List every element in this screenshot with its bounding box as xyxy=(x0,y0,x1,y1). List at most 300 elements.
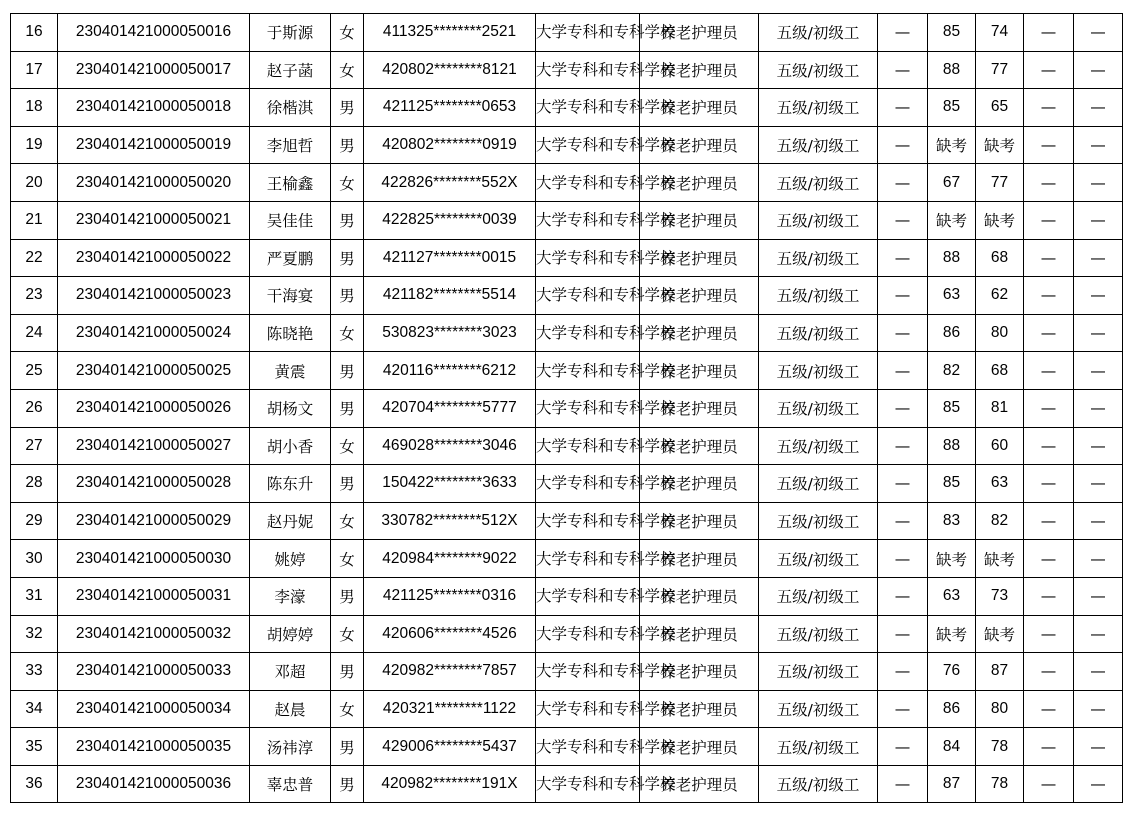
id-number-cell: 420984********9022 xyxy=(364,540,536,578)
id-number-cell: 420321********1122 xyxy=(364,690,536,728)
education-cell xyxy=(536,89,676,127)
id-number-cell: 420982********7857 xyxy=(364,653,536,691)
blank-dash-cell: — xyxy=(1024,502,1074,540)
blank-dash-cell: — xyxy=(1024,89,1074,127)
exam-number-cell: 230401421000050035 xyxy=(58,728,250,766)
gender-cell: 男 xyxy=(331,577,364,615)
theory-score-cell: 67 xyxy=(928,164,976,202)
blank-dash-cell: — xyxy=(1074,314,1123,352)
education-text: 大学专科和专科学校 xyxy=(536,699,676,718)
gender-cell: 女 xyxy=(331,427,364,465)
practical-score-cell: 78 xyxy=(976,728,1024,766)
education-text: 大学专科和专科学校 xyxy=(536,136,676,155)
education-text: 大学专科和专科学校 xyxy=(536,286,676,305)
blank-dash-cell: — xyxy=(1024,577,1074,615)
table-row xyxy=(11,201,1123,239)
education-cell xyxy=(536,540,676,578)
table-row xyxy=(11,728,1123,766)
level-cell: 五级/初级工 xyxy=(759,577,878,615)
gender-cell: 女 xyxy=(331,14,364,52)
seq-cell: 24 xyxy=(11,314,58,352)
exam-number-cell: 230401421000050031 xyxy=(58,577,250,615)
blank-dash-cell: — xyxy=(1024,690,1074,728)
id-number-cell: 530823********3023 xyxy=(364,314,536,352)
blank-dash-cell: — xyxy=(1024,653,1074,691)
education-cell xyxy=(536,14,676,52)
practical-score-cell: 77 xyxy=(976,164,1024,202)
education-text: 大学专科和专科学校 xyxy=(536,737,676,756)
education-text: 大学专科和专科学校 xyxy=(536,211,676,230)
table-row xyxy=(11,615,1123,653)
theory-score-cell: 88 xyxy=(928,427,976,465)
table-body xyxy=(11,14,1123,803)
name-cell: 邓超 xyxy=(250,653,331,691)
gender-cell: 女 xyxy=(331,502,364,540)
id-number-cell: 429006********5437 xyxy=(364,728,536,766)
practical-score-cell: 68 xyxy=(976,239,1024,277)
id-number-cell: 330782********512X xyxy=(364,502,536,540)
practical-score-cell: 缺考 xyxy=(976,126,1024,164)
gender-cell: 女 xyxy=(331,314,364,352)
education-text: 大学专科和专科学校 xyxy=(536,624,676,643)
occupation-cell: 养老护理员 xyxy=(640,427,759,465)
table-row xyxy=(11,427,1123,465)
blank-dash-cell: — xyxy=(1024,352,1074,390)
table-row xyxy=(11,465,1123,503)
seq-cell: 19 xyxy=(11,126,58,164)
education-text: 大学专科和专科学校 xyxy=(536,23,676,42)
education-cell xyxy=(536,389,676,427)
level-cell: 五级/初级工 xyxy=(759,352,878,390)
level-cell: 五级/初级工 xyxy=(759,653,878,691)
practical-score-cell: 78 xyxy=(976,765,1024,803)
theory-score-cell: 88 xyxy=(928,239,976,277)
exam-number-cell: 230401421000050018 xyxy=(58,89,250,127)
blank-dash-cell: — xyxy=(1024,314,1074,352)
practical-score-cell: 65 xyxy=(976,89,1024,127)
blank-dash-cell: — xyxy=(1074,427,1123,465)
education-cell xyxy=(536,164,676,202)
blank-dash-cell: — xyxy=(1074,164,1123,202)
gender-cell: 女 xyxy=(331,540,364,578)
theory-score-cell: 85 xyxy=(928,89,976,127)
table-row xyxy=(11,653,1123,691)
practical-score-cell: 68 xyxy=(976,352,1024,390)
level-cell: 五级/初级工 xyxy=(759,427,878,465)
theory-score-cell: 63 xyxy=(928,577,976,615)
name-cell: 王榆鑫 xyxy=(250,164,331,202)
blank-dash-cell: — xyxy=(878,465,928,503)
practical-score-cell: 77 xyxy=(976,51,1024,89)
id-number-cell: 420802********0919 xyxy=(364,126,536,164)
education-text: 大学专科和专科学校 xyxy=(536,436,676,455)
occupation-cell: 养老护理员 xyxy=(640,389,759,427)
practical-score-cell: 62 xyxy=(976,277,1024,315)
blank-dash-cell: — xyxy=(1024,277,1074,315)
exam-results-table xyxy=(10,13,1123,803)
level-cell: 五级/初级工 xyxy=(759,51,878,89)
blank-dash-cell: — xyxy=(1074,728,1123,766)
blank-dash-cell: — xyxy=(878,728,928,766)
level-cell: 五级/初级工 xyxy=(759,690,878,728)
occupation-cell: 养老护理员 xyxy=(640,690,759,728)
theory-score-cell: 83 xyxy=(928,502,976,540)
blank-dash-cell: — xyxy=(1074,540,1123,578)
theory-score-cell: 84 xyxy=(928,728,976,766)
blank-dash-cell: — xyxy=(1074,239,1123,277)
level-cell: 五级/初级工 xyxy=(759,14,878,52)
exam-number-cell: 230401421000050022 xyxy=(58,239,250,277)
blank-dash-cell: — xyxy=(1024,389,1074,427)
blank-dash-cell: — xyxy=(1074,389,1123,427)
blank-dash-cell: — xyxy=(1074,653,1123,691)
blank-dash-cell: — xyxy=(1074,577,1123,615)
blank-dash-cell: — xyxy=(1024,728,1074,766)
occupation-cell: 养老护理员 xyxy=(640,51,759,89)
name-cell: 严夏鹏 xyxy=(250,239,331,277)
seq-cell: 23 xyxy=(11,277,58,315)
blank-dash-cell: — xyxy=(1024,126,1074,164)
theory-score-cell: 缺考 xyxy=(928,615,976,653)
level-cell: 五级/初级工 xyxy=(759,277,878,315)
blank-dash-cell: — xyxy=(1074,765,1123,803)
education-cell xyxy=(536,765,676,803)
level-cell: 五级/初级工 xyxy=(759,465,878,503)
blank-dash-cell: — xyxy=(1024,540,1074,578)
theory-score-cell: 缺考 xyxy=(928,201,976,239)
blank-dash-cell: — xyxy=(1074,352,1123,390)
education-cell xyxy=(536,728,676,766)
name-cell: 黄震 xyxy=(250,352,331,390)
theory-score-cell: 85 xyxy=(928,14,976,52)
gender-cell: 女 xyxy=(331,615,364,653)
occupation-cell: 养老护理员 xyxy=(640,728,759,766)
blank-dash-cell: — xyxy=(878,164,928,202)
exam-number-cell: 230401421000050023 xyxy=(58,277,250,315)
education-text: 大学专科和专科学校 xyxy=(536,324,676,343)
name-cell: 汤祎淳 xyxy=(250,728,331,766)
id-number-cell: 421125********0316 xyxy=(364,577,536,615)
table-row xyxy=(11,239,1123,277)
seq-cell: 20 xyxy=(11,164,58,202)
practical-score-cell: 87 xyxy=(976,653,1024,691)
exam-number-cell: 230401421000050021 xyxy=(58,201,250,239)
theory-score-cell: 85 xyxy=(928,465,976,503)
gender-cell: 女 xyxy=(331,51,364,89)
blank-dash-cell: — xyxy=(878,577,928,615)
occupation-cell: 养老护理员 xyxy=(640,352,759,390)
gender-cell: 男 xyxy=(331,465,364,503)
practical-score-cell: 73 xyxy=(976,577,1024,615)
theory-score-cell: 76 xyxy=(928,653,976,691)
blank-dash-cell: — xyxy=(1024,164,1074,202)
exam-number-cell: 230401421000050019 xyxy=(58,126,250,164)
blank-dash-cell: — xyxy=(1024,615,1074,653)
id-number-cell: 420802********8121 xyxy=(364,51,536,89)
name-cell: 李旭哲 xyxy=(250,126,331,164)
practical-score-cell: 缺考 xyxy=(976,615,1024,653)
id-number-cell: 469028********3046 xyxy=(364,427,536,465)
table-row xyxy=(11,352,1123,390)
practical-score-cell: 80 xyxy=(976,690,1024,728)
education-text: 大学专科和专科学校 xyxy=(536,549,676,568)
id-number-cell: 150422********3633 xyxy=(364,465,536,503)
table-row xyxy=(11,51,1123,89)
theory-score-cell: 86 xyxy=(928,690,976,728)
level-cell: 五级/初级工 xyxy=(759,540,878,578)
blank-dash-cell: — xyxy=(1074,126,1123,164)
blank-dash-cell: — xyxy=(1074,277,1123,315)
education-text: 大学专科和专科学校 xyxy=(536,248,676,267)
id-number-cell: 422825********0039 xyxy=(364,201,536,239)
exam-number-cell: 230401421000050016 xyxy=(58,14,250,52)
name-cell: 干海宴 xyxy=(250,277,331,315)
level-cell: 五级/初级工 xyxy=(759,502,878,540)
blank-dash-cell: — xyxy=(878,653,928,691)
practical-score-cell: 63 xyxy=(976,465,1024,503)
education-cell xyxy=(536,126,676,164)
education-text: 大学专科和专科学校 xyxy=(536,512,676,531)
blank-dash-cell: — xyxy=(1074,615,1123,653)
occupation-cell: 养老护理员 xyxy=(640,540,759,578)
exam-number-cell: 230401421000050017 xyxy=(58,51,250,89)
occupation-cell: 养老护理员 xyxy=(640,277,759,315)
exam-number-cell: 230401421000050029 xyxy=(58,502,250,540)
seq-cell: 35 xyxy=(11,728,58,766)
blank-dash-cell: — xyxy=(878,201,928,239)
seq-cell: 32 xyxy=(11,615,58,653)
education-cell xyxy=(536,352,676,390)
education-cell xyxy=(536,51,676,89)
name-cell: 姚婷 xyxy=(250,540,331,578)
blank-dash-cell: — xyxy=(878,690,928,728)
practical-score-cell: 缺考 xyxy=(976,201,1024,239)
id-number-cell: 411325********2521 xyxy=(364,14,536,52)
occupation-cell: 养老护理员 xyxy=(640,765,759,803)
id-number-cell: 422826********552X xyxy=(364,164,536,202)
theory-score-cell: 缺考 xyxy=(928,540,976,578)
gender-cell: 男 xyxy=(331,352,364,390)
level-cell: 五级/初级工 xyxy=(759,389,878,427)
blank-dash-cell: — xyxy=(878,14,928,52)
theory-score-cell: 85 xyxy=(928,389,976,427)
exam-number-cell: 230401421000050033 xyxy=(58,653,250,691)
education-text: 大学专科和专科学校 xyxy=(536,399,676,418)
occupation-cell: 养老护理员 xyxy=(640,89,759,127)
seq-cell: 33 xyxy=(11,653,58,691)
gender-cell: 男 xyxy=(331,201,364,239)
gender-cell: 男 xyxy=(331,126,364,164)
seq-cell: 17 xyxy=(11,51,58,89)
exam-number-cell: 230401421000050028 xyxy=(58,465,250,503)
exam-number-cell: 230401421000050025 xyxy=(58,352,250,390)
education-text: 大学专科和专科学校 xyxy=(536,775,676,794)
table-row xyxy=(11,540,1123,578)
table-row xyxy=(11,277,1123,315)
blank-dash-cell: — xyxy=(878,239,928,277)
level-cell: 五级/初级工 xyxy=(759,314,878,352)
occupation-cell: 养老护理员 xyxy=(640,577,759,615)
id-number-cell: 421125********0653 xyxy=(364,89,536,127)
id-number-cell: 420982********191X xyxy=(364,765,536,803)
blank-dash-cell: — xyxy=(878,615,928,653)
blank-dash-cell: — xyxy=(1024,14,1074,52)
blank-dash-cell: — xyxy=(878,389,928,427)
practical-score-cell: 60 xyxy=(976,427,1024,465)
occupation-cell: 养老护理员 xyxy=(640,653,759,691)
education-cell xyxy=(536,239,676,277)
seq-cell: 27 xyxy=(11,427,58,465)
education-text: 大学专科和专科学校 xyxy=(536,587,676,606)
blank-dash-cell: — xyxy=(1024,51,1074,89)
exam-number-cell: 230401421000050036 xyxy=(58,765,250,803)
blank-dash-cell: — xyxy=(878,51,928,89)
blank-dash-cell: — xyxy=(878,277,928,315)
blank-dash-cell: — xyxy=(878,502,928,540)
seq-cell: 18 xyxy=(11,89,58,127)
table-row xyxy=(11,577,1123,615)
seq-cell: 28 xyxy=(11,465,58,503)
blank-dash-cell: — xyxy=(878,126,928,164)
level-cell: 五级/初级工 xyxy=(759,728,878,766)
blank-dash-cell: — xyxy=(878,314,928,352)
exam-number-cell: 230401421000050020 xyxy=(58,164,250,202)
table-row xyxy=(11,89,1123,127)
level-cell: 五级/初级工 xyxy=(759,239,878,277)
theory-score-cell: 88 xyxy=(928,51,976,89)
seq-cell: 36 xyxy=(11,765,58,803)
exam-number-cell: 230401421000050034 xyxy=(58,690,250,728)
name-cell: 徐楷淇 xyxy=(250,89,331,127)
education-text: 大学专科和专科学校 xyxy=(536,474,676,493)
education-text: 大学专科和专科学校 xyxy=(536,361,676,380)
gender-cell: 男 xyxy=(331,239,364,277)
occupation-cell: 养老护理员 xyxy=(640,126,759,164)
level-cell: 五级/初级工 xyxy=(759,765,878,803)
blank-dash-cell: — xyxy=(878,765,928,803)
blank-dash-cell: — xyxy=(878,352,928,390)
name-cell: 辜忠普 xyxy=(250,765,331,803)
gender-cell: 女 xyxy=(331,164,364,202)
education-cell xyxy=(536,690,676,728)
blank-dash-cell: — xyxy=(1074,502,1123,540)
education-text: 大学专科和专科学校 xyxy=(536,60,676,79)
exam-number-cell: 230401421000050027 xyxy=(58,427,250,465)
blank-dash-cell: — xyxy=(1024,427,1074,465)
seq-cell: 21 xyxy=(11,201,58,239)
id-number-cell: 420606********4526 xyxy=(364,615,536,653)
table-row xyxy=(11,126,1123,164)
blank-dash-cell: — xyxy=(1074,89,1123,127)
education-text: 大学专科和专科学校 xyxy=(536,98,676,117)
name-cell: 胡小香 xyxy=(250,427,331,465)
table-row xyxy=(11,14,1123,52)
table-row xyxy=(11,690,1123,728)
occupation-cell: 养老护理员 xyxy=(640,502,759,540)
practical-score-cell: 81 xyxy=(976,389,1024,427)
practical-score-cell: 80 xyxy=(976,314,1024,352)
name-cell: 赵丹妮 xyxy=(250,502,331,540)
seq-cell: 16 xyxy=(11,14,58,52)
education-text: 大学专科和专科学校 xyxy=(536,173,676,192)
name-cell: 胡婷婷 xyxy=(250,615,331,653)
education-cell xyxy=(536,277,676,315)
theory-score-cell: 86 xyxy=(928,314,976,352)
seq-cell: 22 xyxy=(11,239,58,277)
exam-number-cell: 230401421000050032 xyxy=(58,615,250,653)
level-cell: 五级/初级工 xyxy=(759,126,878,164)
seq-cell: 29 xyxy=(11,502,58,540)
level-cell: 五级/初级工 xyxy=(759,89,878,127)
id-number-cell: 421127********0015 xyxy=(364,239,536,277)
practical-score-cell: 82 xyxy=(976,502,1024,540)
blank-dash-cell: — xyxy=(1024,239,1074,277)
level-cell: 五级/初级工 xyxy=(759,615,878,653)
name-cell: 胡杨文 xyxy=(250,389,331,427)
blank-dash-cell: — xyxy=(1024,765,1074,803)
education-cell xyxy=(536,201,676,239)
id-number-cell: 420116********6212 xyxy=(364,352,536,390)
theory-score-cell: 87 xyxy=(928,765,976,803)
blank-dash-cell: — xyxy=(1024,201,1074,239)
gender-cell: 男 xyxy=(331,765,364,803)
level-cell: 五级/初级工 xyxy=(759,201,878,239)
blank-dash-cell: — xyxy=(1074,690,1123,728)
occupation-cell: 养老护理员 xyxy=(640,14,759,52)
blank-dash-cell: — xyxy=(1074,14,1123,52)
blank-dash-cell: — xyxy=(878,427,928,465)
exam-number-cell: 230401421000050030 xyxy=(58,540,250,578)
theory-score-cell: 82 xyxy=(928,352,976,390)
exam-number-cell: 230401421000050026 xyxy=(58,389,250,427)
education-text: 大学专科和专科学校 xyxy=(536,662,676,681)
table-row xyxy=(11,502,1123,540)
seq-cell: 31 xyxy=(11,577,58,615)
seq-cell: 26 xyxy=(11,389,58,427)
name-cell: 陈晓艳 xyxy=(250,314,331,352)
blank-dash-cell: — xyxy=(1024,465,1074,503)
gender-cell: 男 xyxy=(331,89,364,127)
name-cell: 赵晨 xyxy=(250,690,331,728)
occupation-cell: 养老护理员 xyxy=(640,314,759,352)
table-row xyxy=(11,314,1123,352)
education-cell xyxy=(536,615,676,653)
name-cell: 赵子菡 xyxy=(250,51,331,89)
education-cell xyxy=(536,653,676,691)
blank-dash-cell: — xyxy=(878,540,928,578)
occupation-cell: 养老护理员 xyxy=(640,465,759,503)
blank-dash-cell: — xyxy=(1074,465,1123,503)
table-row xyxy=(11,765,1123,803)
table-row xyxy=(11,164,1123,202)
blank-dash-cell: — xyxy=(878,89,928,127)
practical-score-cell: 74 xyxy=(976,14,1024,52)
education-cell xyxy=(536,427,676,465)
seq-cell: 25 xyxy=(11,352,58,390)
gender-cell: 女 xyxy=(331,690,364,728)
exam-number-cell: 230401421000050024 xyxy=(58,314,250,352)
name-cell: 陈东升 xyxy=(250,465,331,503)
gender-cell: 男 xyxy=(331,277,364,315)
name-cell: 于斯源 xyxy=(250,14,331,52)
occupation-cell: 养老护理员 xyxy=(640,201,759,239)
occupation-cell: 养老护理员 xyxy=(640,615,759,653)
theory-score-cell: 63 xyxy=(928,277,976,315)
education-cell xyxy=(536,465,676,503)
gender-cell: 男 xyxy=(331,389,364,427)
level-cell: 五级/初级工 xyxy=(759,164,878,202)
education-cell xyxy=(536,577,676,615)
